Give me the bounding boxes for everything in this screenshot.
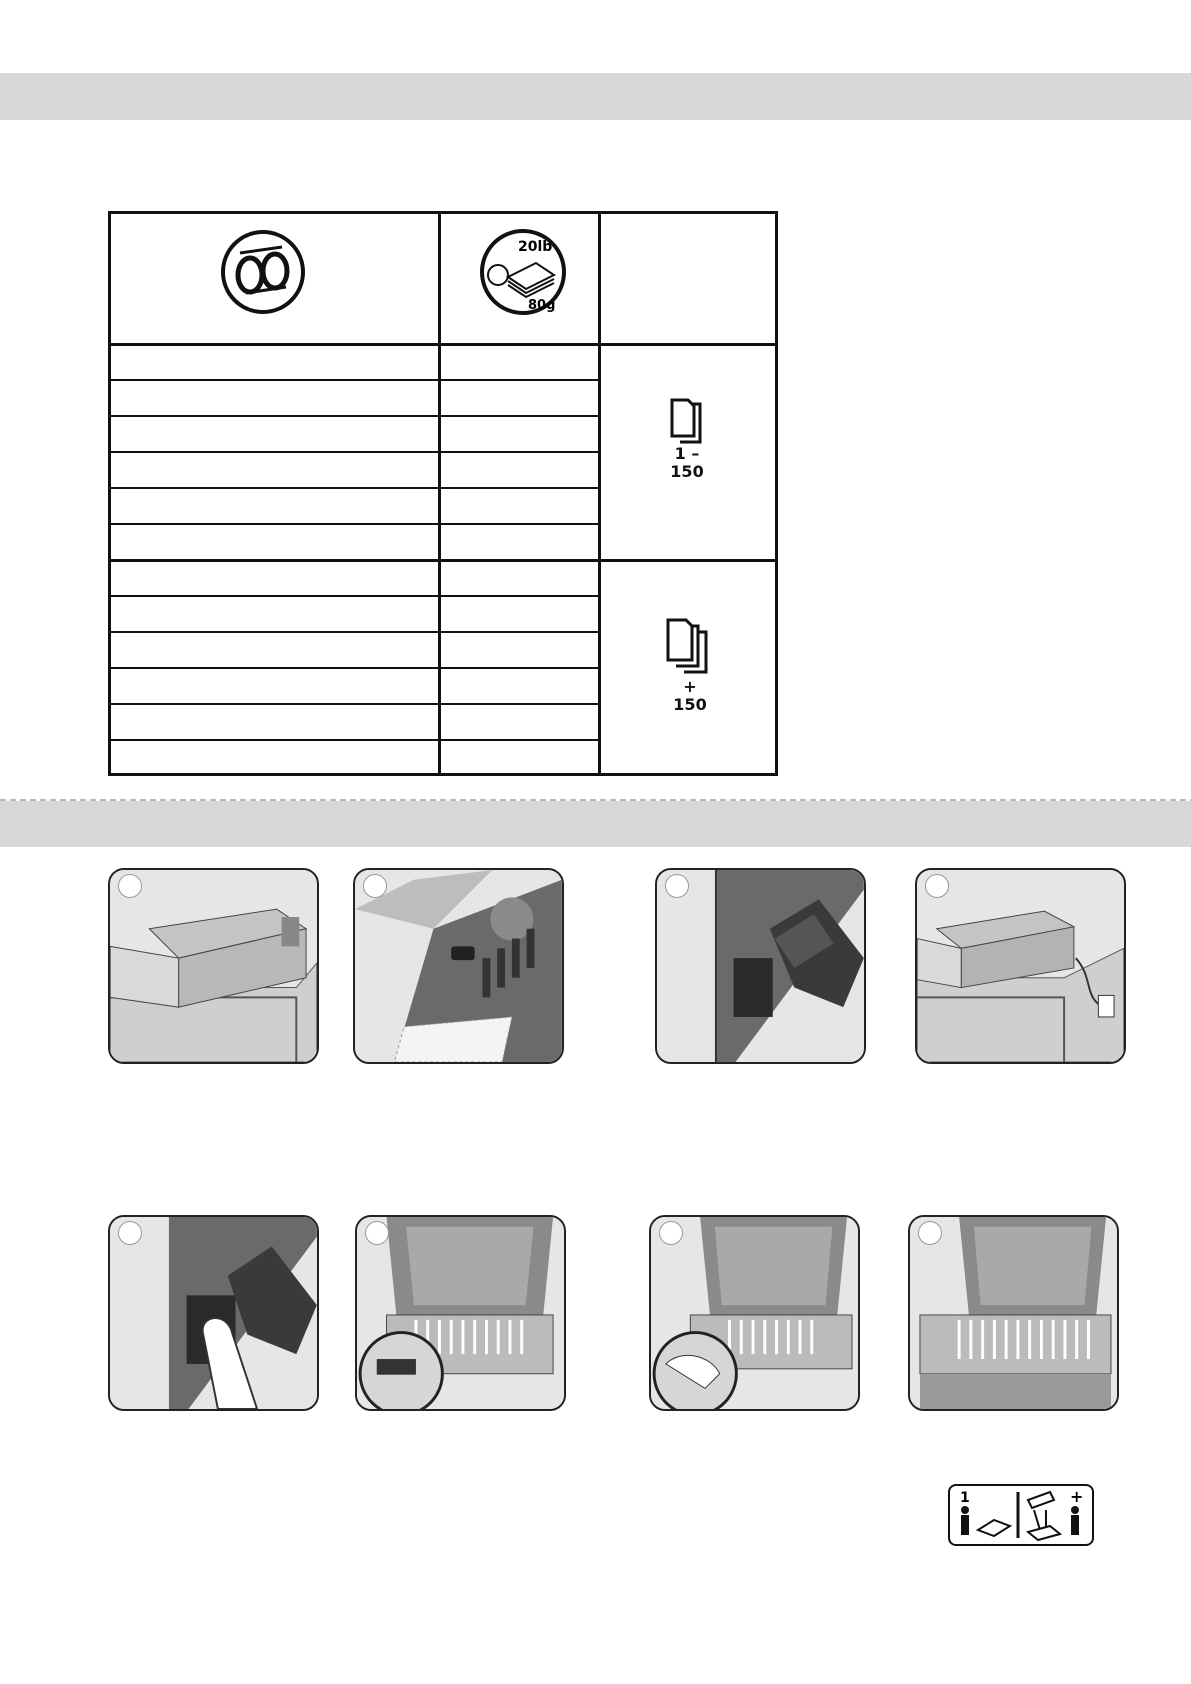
paper-guide-icon: [357, 1217, 564, 1409]
group-2-label: [660, 678, 720, 714]
step-illustration-8: [908, 1215, 1119, 1411]
step-number: [925, 874, 949, 898]
group-2-label-line1: +: [683, 677, 697, 696]
finger-press-icon: [110, 1217, 317, 1409]
hand-adjust-icon: [651, 1217, 858, 1409]
lift-badge-left-label: 1: [960, 1490, 970, 1506]
group-1-label-line2: 150: [670, 462, 704, 481]
paper-weight-top-label: 20lb: [518, 239, 553, 255]
comb-teeth-icon: [910, 1217, 1117, 1409]
row-line: [108, 667, 599, 669]
paper-weight-icon: [478, 227, 568, 317]
step-number: [118, 1221, 142, 1245]
step-illustration-3: [655, 868, 866, 1064]
row-line: [108, 487, 599, 489]
power-switch-icon: [355, 870, 562, 1062]
step-number: [363, 874, 387, 898]
row-line: [108, 739, 599, 741]
row-line: [108, 595, 599, 597]
wall-socket-icon: [917, 870, 1124, 1062]
group-2-label-line2: 150: [673, 695, 707, 714]
step-number: [365, 1221, 389, 1245]
step-illustration-2: [353, 868, 564, 1064]
step-illustration-6: [355, 1215, 566, 1411]
step-illustration-7: [649, 1215, 860, 1411]
lift-warning-badge: [948, 1484, 1094, 1546]
step-number: [665, 874, 689, 898]
step-number: [659, 1221, 683, 1245]
row-line: [108, 523, 599, 525]
two-person-lift-icon: [950, 1486, 1091, 1543]
section-header-band: [0, 800, 1191, 847]
row-line: [108, 451, 599, 453]
single-sheet-stack-icon: [670, 398, 702, 444]
row-line: [108, 631, 599, 633]
section-header-band: [0, 73, 1191, 120]
step-number: [118, 874, 142, 898]
group-1-label: [657, 445, 717, 481]
specification-table: [108, 211, 778, 776]
lift-badge-right-label: +: [1070, 1487, 1084, 1506]
step-number: [918, 1221, 942, 1245]
step-illustration-1: [108, 868, 319, 1064]
paper-weight-bottom-label: 80g: [528, 298, 556, 313]
power-plug-icon: [657, 870, 864, 1062]
table-divider: [598, 211, 601, 776]
group-divider: [108, 559, 778, 562]
row-line: [108, 379, 599, 381]
multi-sheet-stack-icon: [666, 618, 710, 674]
binder-machine-icon: [110, 870, 317, 1062]
group-1-label-line1: 1 –: [674, 444, 700, 463]
row-line: [108, 415, 599, 417]
table-divider: [438, 211, 441, 776]
row-line: [108, 703, 599, 705]
step-illustration-5: [108, 1215, 319, 1411]
step-illustration-4: [915, 868, 1126, 1064]
binding-comb-icon: [220, 229, 306, 315]
header-divider: [108, 343, 778, 346]
